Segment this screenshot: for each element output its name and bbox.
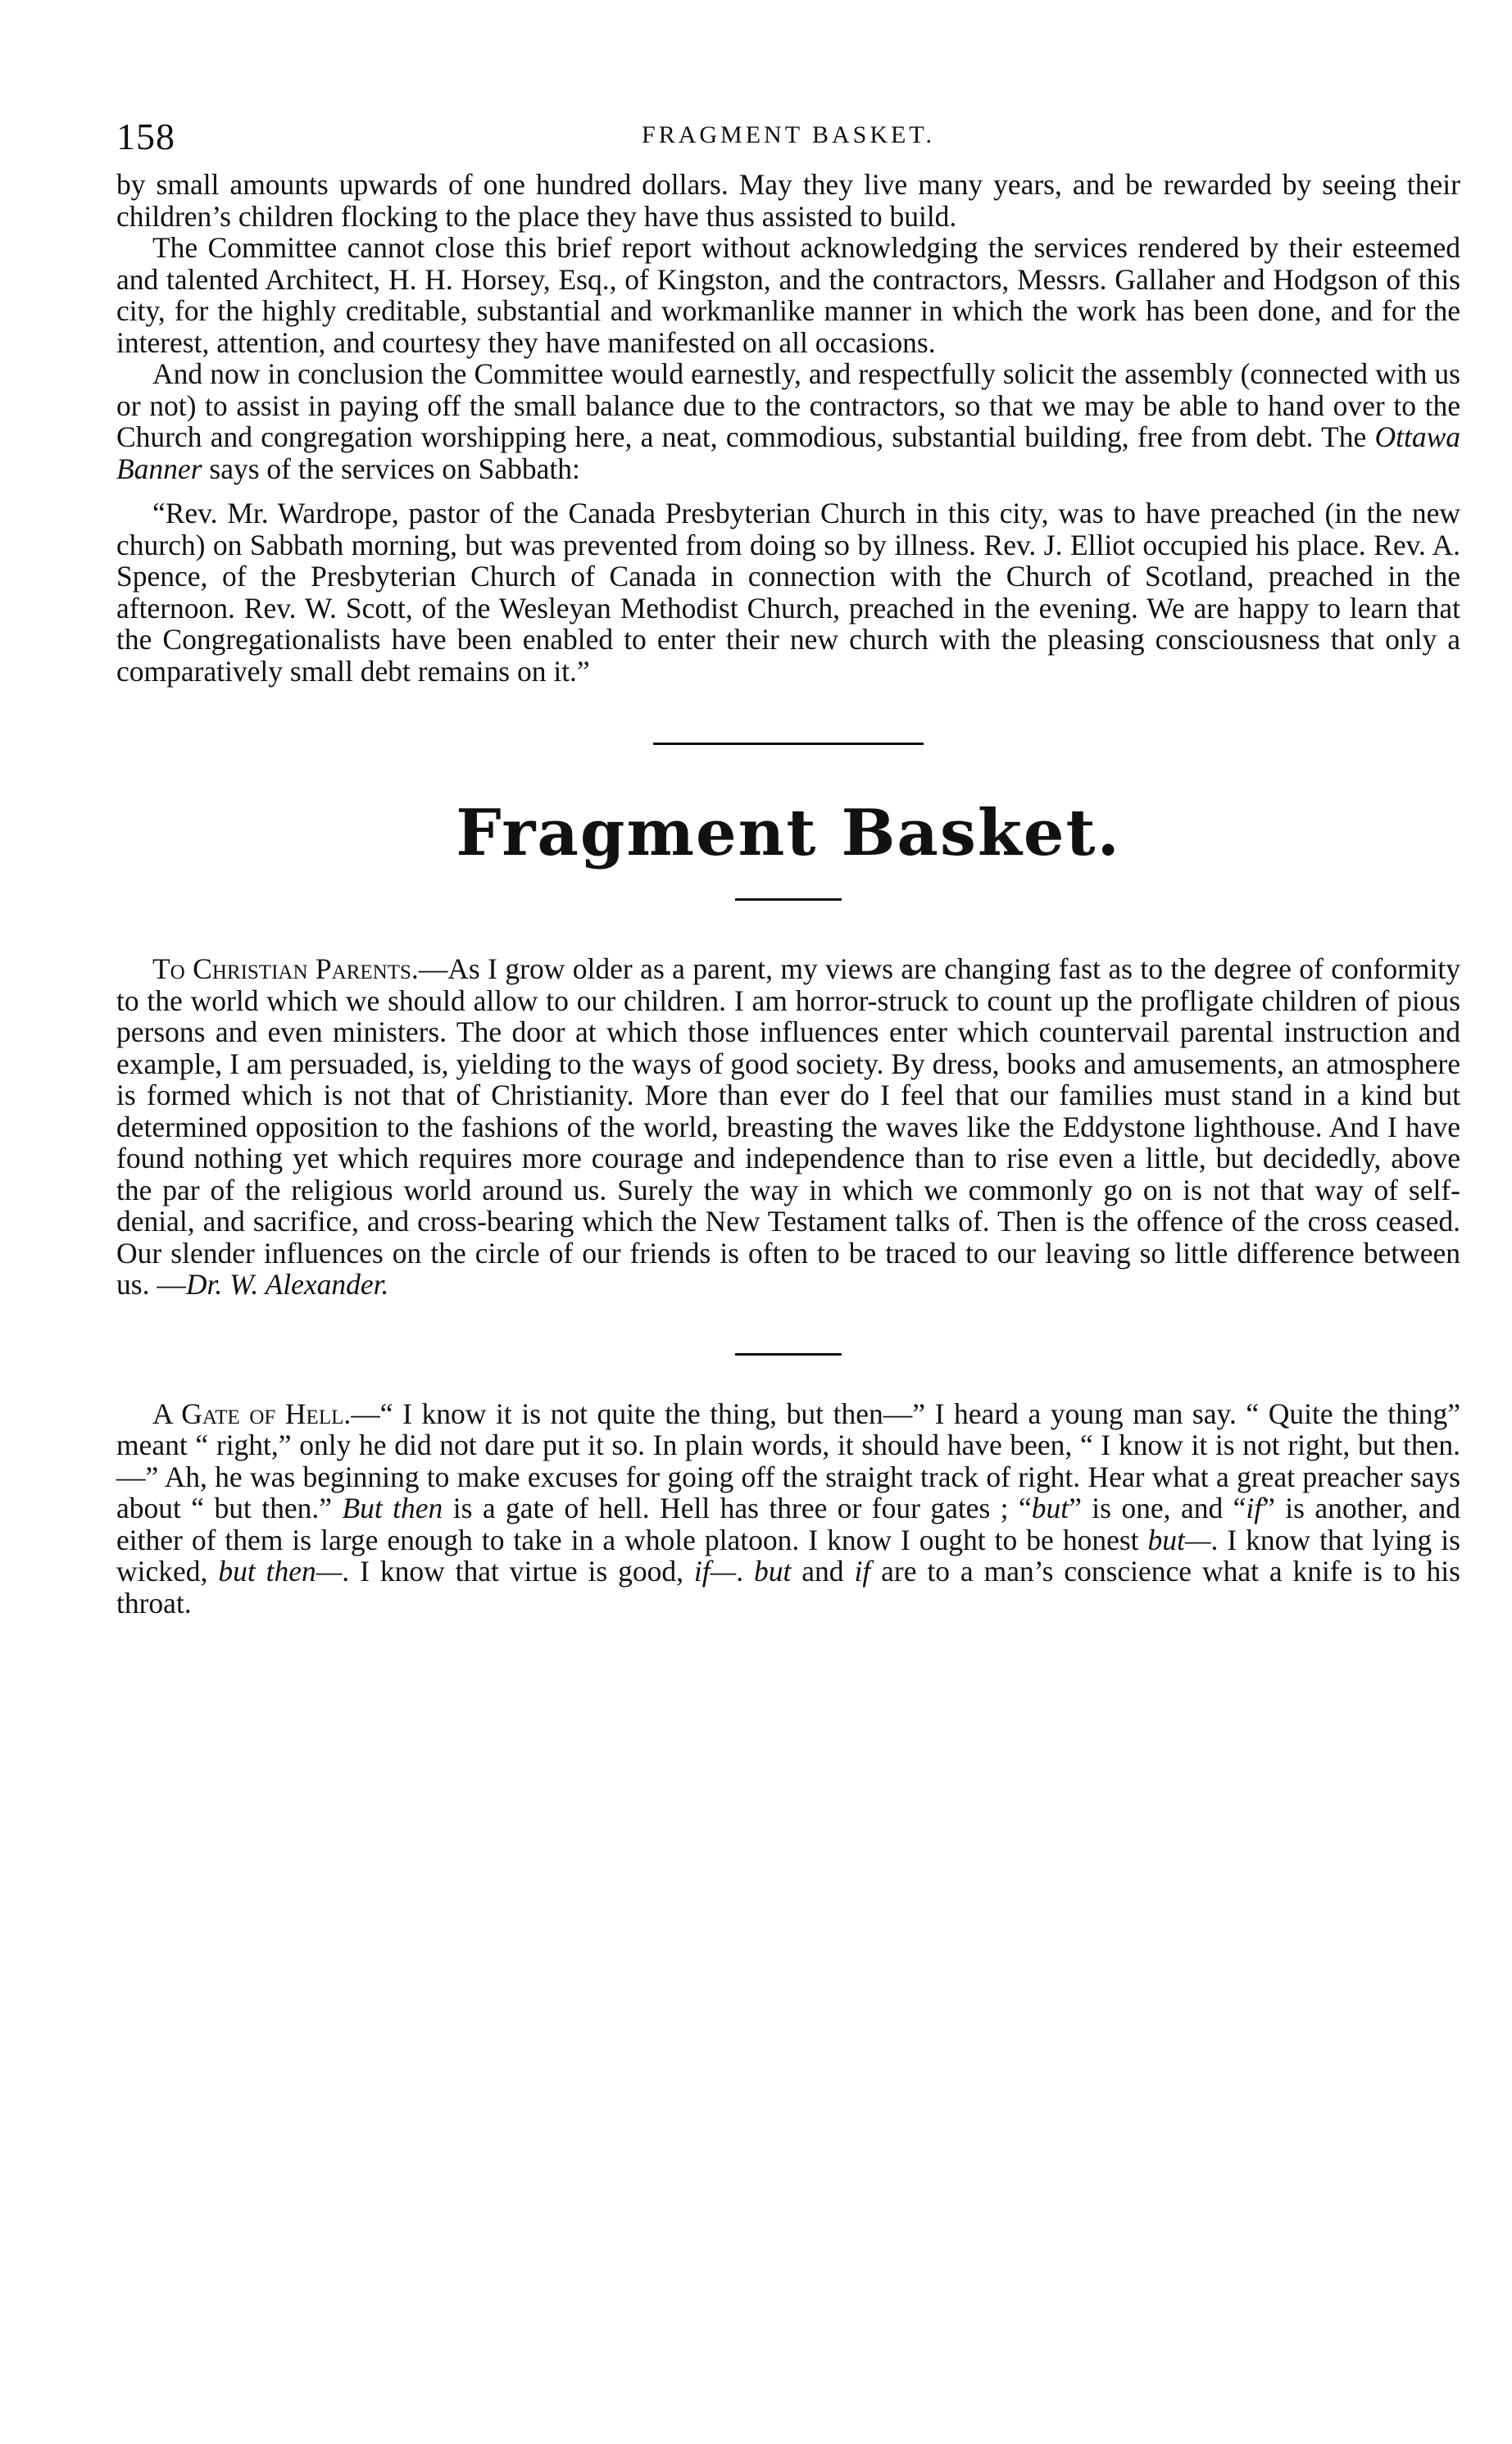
italic-run: but then— [218, 1555, 343, 1588]
page-header [116, 115, 1460, 164]
article-text: —As I grow older as a parent, my views are changing fast as to the degree of conformity to the world which we should allow to our children. I am horror-struck to count up the profligate children of pious persons and even ministers. The door at which those influences enter which countervail parental instruction and example, I am persuaded, is, yielding to the ways of good society. By dress, books and amusements, an atmosphere is formed which is not that of Christianity. More than ever do I feel that our families must stand in a kind but determined opposition to the fashions of the world, breasting the waves like the Eddystone lighthouse. And I have found nothing yet which requires more courage and independence than to rise even a little, but decidedly, above the par of the religious world around us. Surely the way in which we commonly go on is not that way of self-denial, and sacrifice, and cross-bearing which the New Testament talks of. Then is the offence of the cross ceased. Our slender influences on the circle of our friends is often to be traced to our leaving so little difference between us. — [116, 952, 1461, 1301]
newspaper-quote: “Rev. Mr. Wardrope, pastor of the Canada Presbyterian Church in this city, was to have preached (in the new church) on Sabbath morning, but was prevented from doing so by illness. Rev. J. Elliot occupied his place. Rev. A. Spence, of the Presbyterian Church of Canada in connection with the Church of Scotland, preached in the afternoon. Rev. W. Scott, of the Wesleyan Methodist Church, preached in the evening. We are happy to learn that the Congregationalists have been enabled to enter their new church with the pleasing consciousness that only a comparatively small debt remains on it.” [116, 497, 1460, 688]
report-paragraph-1: by small amounts upwards of one hundred dollars. May they live many years, and be rewarded by seeing their children’s children flocking to the place they have thus assisted to build. [116, 168, 1460, 233]
text-run: —“ I know it is not quite the thing, but then—” I heard a young man say. “ Quite the thing” meant “ right,” only he did not dare put it so. In plain words, it should have been, “ I know it is not right, but then.—” Ah, he was beginning to make excuses for going off the straight track of right. Hear what a great preacher says about “ but then.” [116, 1397, 1460, 1524]
text-run: ” is one, and “ [1069, 1492, 1246, 1524]
text-run: . [736, 1555, 754, 1588]
text-run: . I know that lying is wicked, [116, 1523, 1460, 1588]
italic-run: if [854, 1555, 871, 1588]
article-heading: A Gate of Hell. [152, 1397, 352, 1430]
report-paragraph-3-text: And now in conclusion the Committee would earnestly, and respectfully solicit the assembly (connected with us or not) to assist in paying off the small balance due to the contractors, so that we may be able to hand over to the Church and congregation worshipping here, a neat, commodious, substantial building, free from debt. The [116, 357, 1460, 453]
report-paragraph-2: The Committee cannot close this brief report without acknowledging the services rendered by their esteemed and talented Architect, H. H. Horsey, Esq., of Kingston, and the contractors, Messrs. Gallaher and Hodgson of this city, for the highly creditable, substantial and workmanlike manner in which the work has been done, and for the interest, attention, and courtesy they have manifested on all occasions. [116, 231, 1460, 359]
report-paragraph-3 [116, 358, 1460, 484]
report-paragraph-3-end: says of the services on Sabbath: [209, 452, 580, 485]
article-author: Dr. W. Alexander. [185, 1268, 389, 1301]
page [116, 115, 1460, 1619]
text-run: is a gate of hell. Hell has three or four gates ; “ [443, 1492, 1032, 1524]
italic-run: But then [342, 1492, 443, 1524]
text-run: . I know that virtue is good, [342, 1555, 694, 1588]
article-christian-parents [116, 953, 1460, 1301]
running-head: FRAGMENT BASKET. [642, 121, 935, 148]
text-run: are to a man’s conscience what a knife is to his throat. [116, 1555, 1460, 1619]
italic-run: but— [1147, 1523, 1211, 1556]
section-title: Fragment Basket. [456, 796, 1121, 870]
italic-run: but [754, 1555, 792, 1588]
article-gate-of-hell [116, 1398, 1460, 1619]
italic-run: if— [693, 1555, 737, 1588]
newspaper-name: Ottawa Banner [116, 420, 1461, 485]
italic-run: but [1031, 1492, 1069, 1524]
page-number: 158 [116, 116, 175, 157]
article-heading: To Christian Parents. [152, 952, 419, 985]
text-run: ” is another, and either of them is large enough to take in a whole platoon. I know I ought to be honest [116, 1492, 1460, 1556]
text-run: and [791, 1555, 855, 1588]
italic-run: if [1246, 1492, 1263, 1524]
